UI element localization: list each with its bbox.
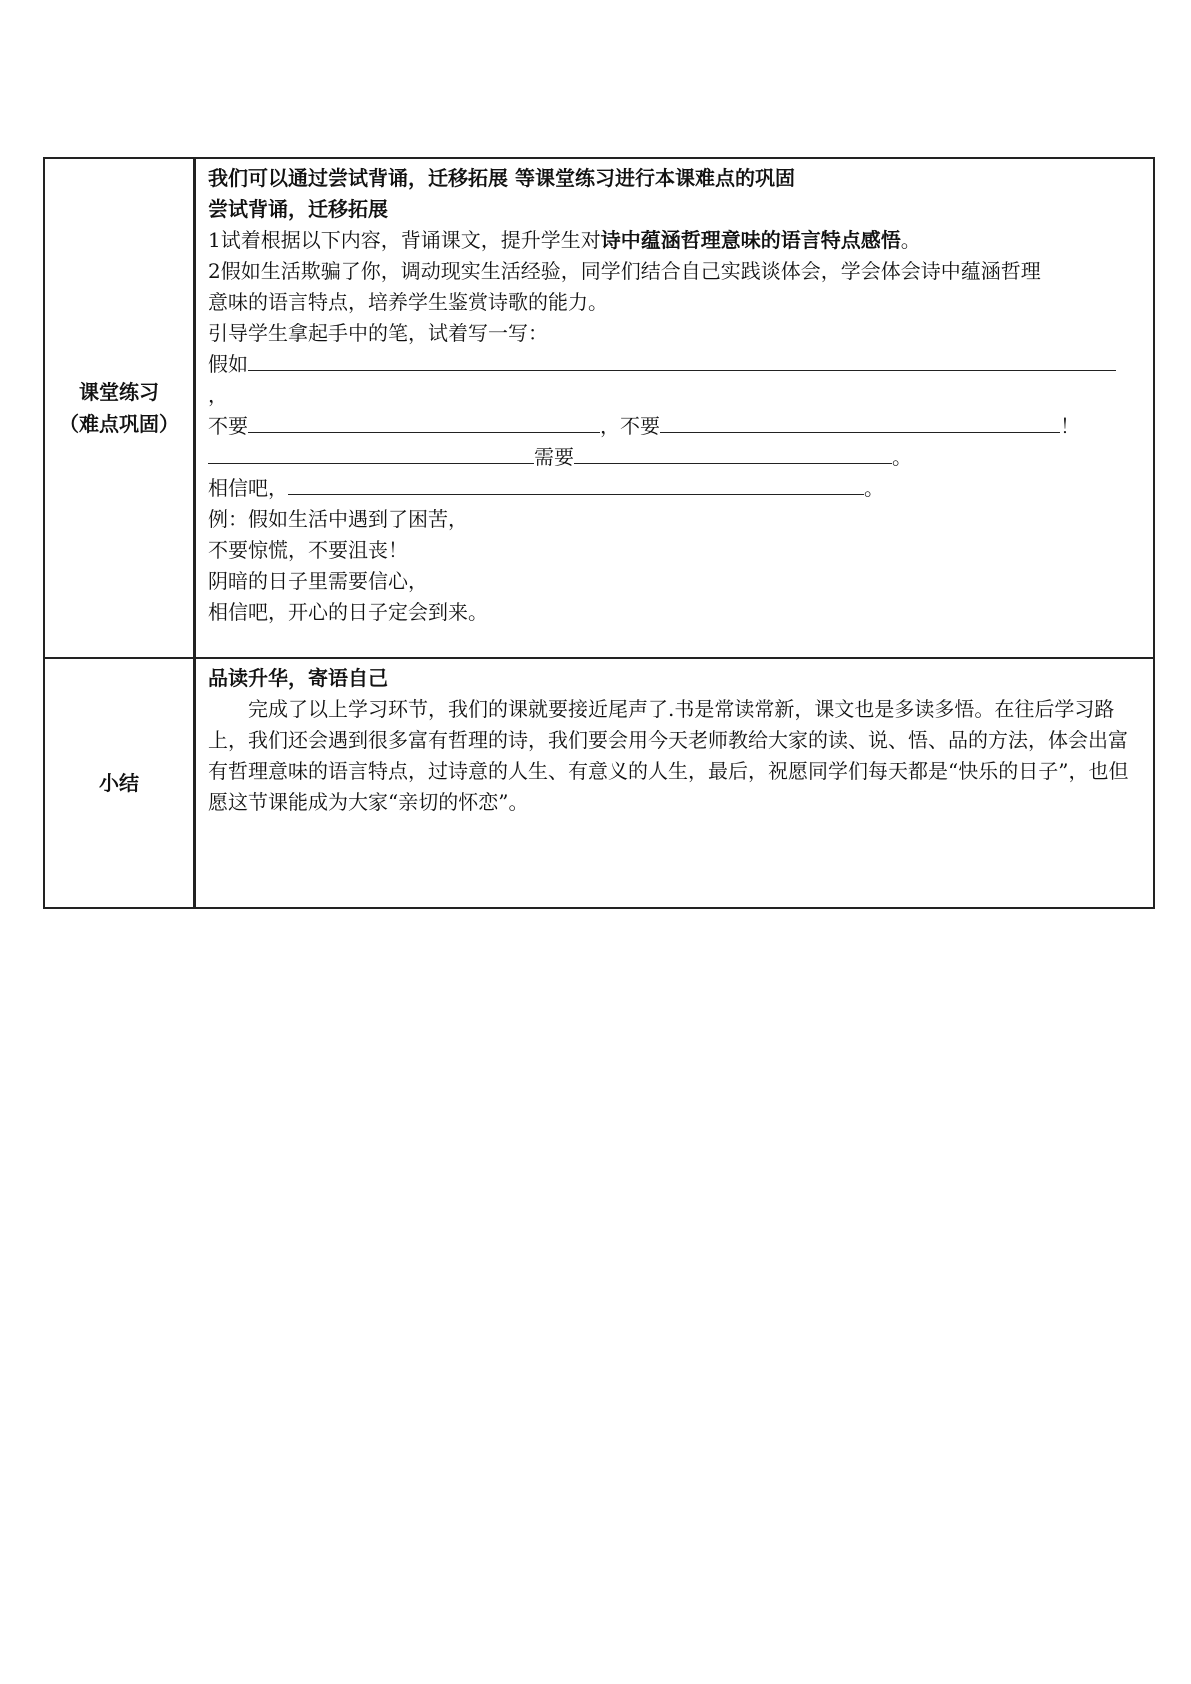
fill-line-buyao xyxy=(208,411,1145,442)
fill-buyao-label-1: 不要 xyxy=(208,414,248,438)
example-line-4: 相信吧，开心的日子定会到来。 xyxy=(208,600,488,624)
practice-subheading: 尝试背诵，迁移拓展 xyxy=(208,197,388,221)
practice-label: 课堂练习 xyxy=(79,380,159,404)
practice-label-cell xyxy=(44,158,195,658)
fill-blank[interactable] xyxy=(248,412,600,433)
fill-period-2: 。 xyxy=(864,476,884,500)
summary-content-cell xyxy=(195,658,1155,908)
practice-row xyxy=(44,158,1154,658)
fill-period: 。 xyxy=(892,445,912,469)
fill-blank[interactable] xyxy=(660,412,1060,433)
summary-paragraph: 完成了以上学习环节，我们的课就要接近尾声了.书是常读常新，课文也是多读多悟。在往后学习路上，我们还会遇到很多富有哲理的诗，我们要会用今天老师教给大家的读、说、悟、品的方法，体会出富有哲理意味的语言特点，过诗意的人生、有意义的人生，最后，祝愿同学们每天都是“快乐的日子”，也但愿这节课能成为大家“亲切的怀恋”。 xyxy=(208,697,1129,814)
summary-label: 小结 xyxy=(99,771,139,795)
practice-label-sub: （难点巩固） xyxy=(59,412,179,436)
fill-blank[interactable] xyxy=(248,350,1116,371)
lesson-plan-table xyxy=(43,157,1155,909)
example-line-3: 阴暗的日子里需要信心， xyxy=(208,569,428,593)
fill-exclamation: ！ xyxy=(1060,414,1080,438)
fill-line-xuyao xyxy=(208,442,1145,473)
fill-line-jiaru xyxy=(208,349,1145,380)
practice-content-cell xyxy=(195,158,1155,658)
practice-item-1 xyxy=(208,225,1145,256)
practice-item-2-line-1: 2假如生活欺骗了你，调动现实生活经验，同学们结合自己实践谈体会，学会体会诗中蕴涵哲理 xyxy=(208,259,1041,283)
practice-heading: 我们可以通过尝试背诵，迁移拓展 等课堂练习进行本课难点的巩固 xyxy=(208,166,795,190)
example-line-1: 例：假如生活中遇到了困苦， xyxy=(208,507,468,531)
fill-xuyao-label: 需要 xyxy=(534,445,574,469)
item1-prefix: 1试着根据以下内容，背诵课文，提升学生对 xyxy=(208,228,601,252)
fill-line-xiangxin xyxy=(208,473,1145,504)
fill-buyao-label-2: ，不要 xyxy=(600,414,660,438)
summary-label-cell xyxy=(44,658,195,908)
practice-item-2-line-2: 意味的语言特点，培养学生鉴赏诗歌的能力。 xyxy=(208,290,608,314)
fill-blank[interactable] xyxy=(208,443,534,464)
summary-row xyxy=(44,658,1154,908)
example-line-2: 不要惊慌，不要沮丧！ xyxy=(208,538,408,562)
fill-jiaru-label: 假如 xyxy=(208,352,248,376)
fill-blank[interactable] xyxy=(288,474,864,495)
item1-suffix: 。 xyxy=(900,228,921,252)
fill-line-comma: ， xyxy=(208,383,228,407)
fill-xiangxin-label: 相信吧， xyxy=(208,476,288,500)
item1-bold: 诗中蕴涵哲理意味的语言特点感悟 xyxy=(600,228,901,252)
fill-blank[interactable] xyxy=(574,443,892,464)
practice-guide: 引导学生拿起手中的笔，试着写一写： xyxy=(208,321,548,345)
summary-heading: 品读升华，寄语自己 xyxy=(208,666,388,690)
